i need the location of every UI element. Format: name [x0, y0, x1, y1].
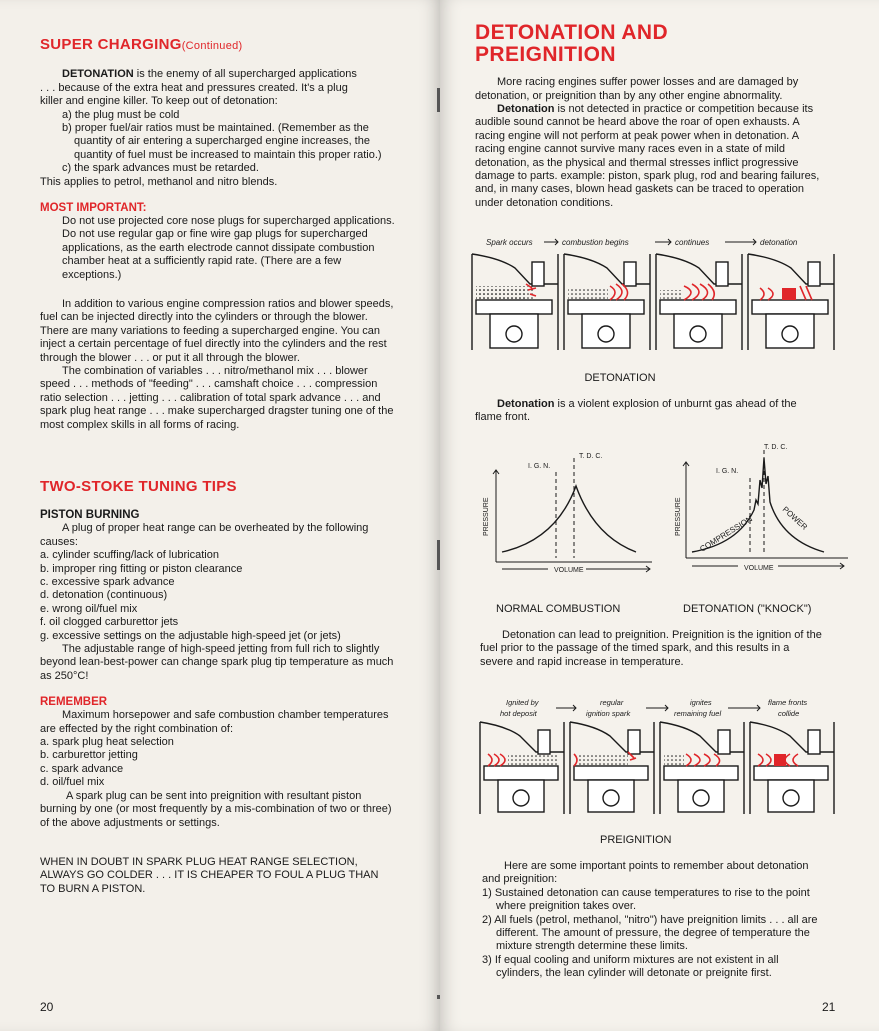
page-title: DETONATION AND PREIGNITION	[475, 21, 669, 67]
graph-compression-label: COMPRESSION	[698, 514, 754, 554]
most-important-heading: MOST IMPORTANT:	[40, 201, 147, 214]
point-3: 3) If equal cooling and uniform mixtures are not existent in all cylinders, the lean cylinder will detonate or preignite first.	[482, 953, 779, 980]
jetting-paragraph: The adjustable range of high-speed jetting from full rich to slightly beyond lean-best-power can change spark plug tip temperature as much as 250°C!	[40, 643, 394, 682]
warning-text: WHEN IN DOUBT IN SPARK PLUG HEAT RANGE SELECTION, ALWAYS GO COLDER . . . IT IS CHEAPER TO FOUL A PLUG THAN TO BURN A PISTON.	[40, 855, 379, 895]
preignition-label-2b: ignition spark	[586, 709, 631, 718]
normal-combustion-caption: NORMAL COMBUSTION	[496, 603, 621, 615]
preignition-label-3a: ignites	[690, 698, 712, 707]
graph-y-label: PRESSURE	[483, 497, 490, 536]
graph-tdc-label: T. D. C.	[579, 453, 603, 460]
detonation-label-4: detonation	[760, 238, 798, 247]
graph-ign-label: I. G. N.	[528, 463, 551, 470]
cause-b: b. improper ring fitting or piston clearance	[40, 562, 243, 575]
compression-paragraph: In addition to various engine compression ratios and blower speeds, fuel can be injected directly into the cylinders or through the blower. There are many variations to feeding a supercharged engine. You can inject a certain percentage of fuel directly into the cylinders and the rest through the blower . . . or put it all through the blower.	[40, 298, 394, 364]
cause-g: g. excessive settings on the adjustable high-speed jet (or jets)	[40, 629, 341, 642]
cause-f: f. oil clogged carburettor jets	[40, 616, 179, 629]
detonation-label-2: combustion begins	[562, 238, 629, 247]
detonation-label-3: continues	[675, 238, 710, 247]
normal-combustion-graph	[476, 440, 656, 580]
preignition-label-1a: Ignited by	[506, 698, 539, 707]
preignition-caption: PREIGNITION	[600, 834, 672, 846]
cause-d: d. detonation (continuous)	[40, 589, 168, 602]
remember-item-c: c. spark advance	[40, 762, 124, 775]
cause-c: c. excessive spark advance	[40, 576, 175, 588]
graph-y-label: PRESSURE	[675, 497, 682, 536]
supercharging-heading: SUPER CHARGING(Continued)	[40, 36, 243, 53]
left-column	[40, 36, 396, 896]
graph-x-label: VOLUME	[744, 565, 774, 572]
detonation-definition: Detonation is a violent explosion of unburnt gas ahead of the flame front.	[475, 398, 797, 424]
detonation-caption: DETONATION	[584, 372, 656, 384]
preignition-paragraph: Detonation can lead to preignition. Preignition is the ignition of the fuel prior to the passage of the timed spark, and this results in a severe and rapid increase in temperature.	[480, 629, 822, 668]
points-section	[482, 860, 822, 981]
preignition-label-4a: flame fronts	[768, 698, 808, 707]
preignition-label-1b: hot deposit	[500, 709, 537, 718]
detonation-graph	[672, 440, 852, 580]
detonation-item-c: c) the spark advances must be retarded.	[62, 162, 259, 175]
preignition-label-3b: remaining fuel	[674, 709, 722, 718]
remember-heading: REMEMBER	[40, 696, 108, 709]
remember-item-b: b. carburettor jetting	[40, 749, 138, 762]
cause-e: e. wrong oil/fuel mix	[40, 602, 138, 615]
detonation-item-b: b) proper fuel/air ratios must be maintained. (Remember as the quantity of air entering a supercharged engine increases, the quantity of fuel must be increased to maintain this proper ratio.)	[62, 121, 382, 161]
point-1: 1) Sustained detonation can cause temperatures to rise to the point where preignition takes over.	[482, 886, 810, 913]
remember-item-a: a. spark plug heat selection	[40, 736, 174, 749]
graph-power-label: POWER	[780, 504, 810, 532]
detonation-label-1: Spark occurs	[486, 238, 533, 247]
most-important-line2: Do not use regular gap or fine wire gap plugs for supercharged applications, as the earth electrode cannot dissipate combustion chamber heat at a sufficiently rapid rate. (There are a few exceptions.)	[62, 228, 375, 281]
graph-ign-label: I. G. N.	[716, 468, 739, 475]
two-stroke-heading: TWO-STOKE TUNING TIPS	[40, 478, 237, 496]
remember-item-d: d. oil/fuel mix	[40, 776, 105, 789]
right-column	[475, 22, 825, 210]
points-intro: Here are some important points to remember about detonation and preignition:	[482, 860, 809, 886]
detonation-sequence-figure	[470, 232, 840, 354]
remember-intro: Maximum horsepower and safe combustion chamber temperatures are effected by the right combination of:	[40, 709, 389, 735]
point-2: 2) All fuels (petrol, methanol, "nitro") have preignition limits . . . all are different. The amount of pressure, the degree of temperature the mixture strength determine these limits.	[482, 913, 818, 953]
intro-paragraph: More racing engines suffer power losses and are damaged by detonation, or preignition than by any other engine abnormality.	[475, 76, 799, 102]
variables-paragraph: The combination of variables . . . nitro/methanol mix . . . blower speed . . . methods of "feeding" . . . camshaft choice . . . compression ratio selection . . . jetting . . . calibration of total spark advance . . . and spark plug heat range . . . make supercharged dragster tuning one of the most complex skills in all forms of racing.	[40, 365, 394, 431]
remember-closing: A spark plug can be sent into preignition with resultant piston burning by one (or most frequently by a mis-combination of two or three) of the above adjustments or settings.	[40, 789, 392, 829]
preignition-sequence-figure	[478, 694, 842, 818]
piston-burning-heading: PISTON BURNING	[40, 509, 140, 522]
cause-a: a. cylinder scuffing/lack of lubrication	[40, 549, 219, 562]
piston-burning-intro: A plug of proper heat range can be overheated by the following causes:	[40, 522, 369, 548]
detonation-intro: DETONATION is the enemy of all supercharged applications . . . because of the extra heat and pressures created. It's a plug killer and engine killer. To keep out of detonation:	[40, 68, 357, 108]
detonation-closing: This applies to petrol, methanol and nitro blends.	[40, 175, 278, 188]
detonation-knock-caption: DETONATION ("KNOCK")	[683, 603, 812, 615]
preignition-label-2a: regular	[600, 698, 624, 707]
page-number-left: 20	[40, 1000, 54, 1014]
graph-x-label: VOLUME	[554, 567, 584, 574]
detonation-paragraph: Detonation is not detected in practice or competition because its audible sound cannot be heard above the roar of open exhausts. A racing engine will not perform at peak power when in detonation. A racing engine cannot survive many races even in a state of mild detonation, as the physical and thermal stresses inflict progressive damage to parts. example: piston, spark plug, rod and bearing failures, and, in many cases, blown head gaskets can be traced to operation under detonation conditions.	[475, 102, 820, 209]
graph-tdc-label: T. D. C.	[764, 444, 788, 451]
detonation-item-a: a) the plug must be cold	[62, 108, 180, 121]
page-number-right: 21	[822, 1000, 836, 1014]
preignition-label-4b: collide	[778, 709, 800, 718]
most-important-line1: Do not use projected core nose plugs for supercharged applications.	[62, 214, 395, 227]
